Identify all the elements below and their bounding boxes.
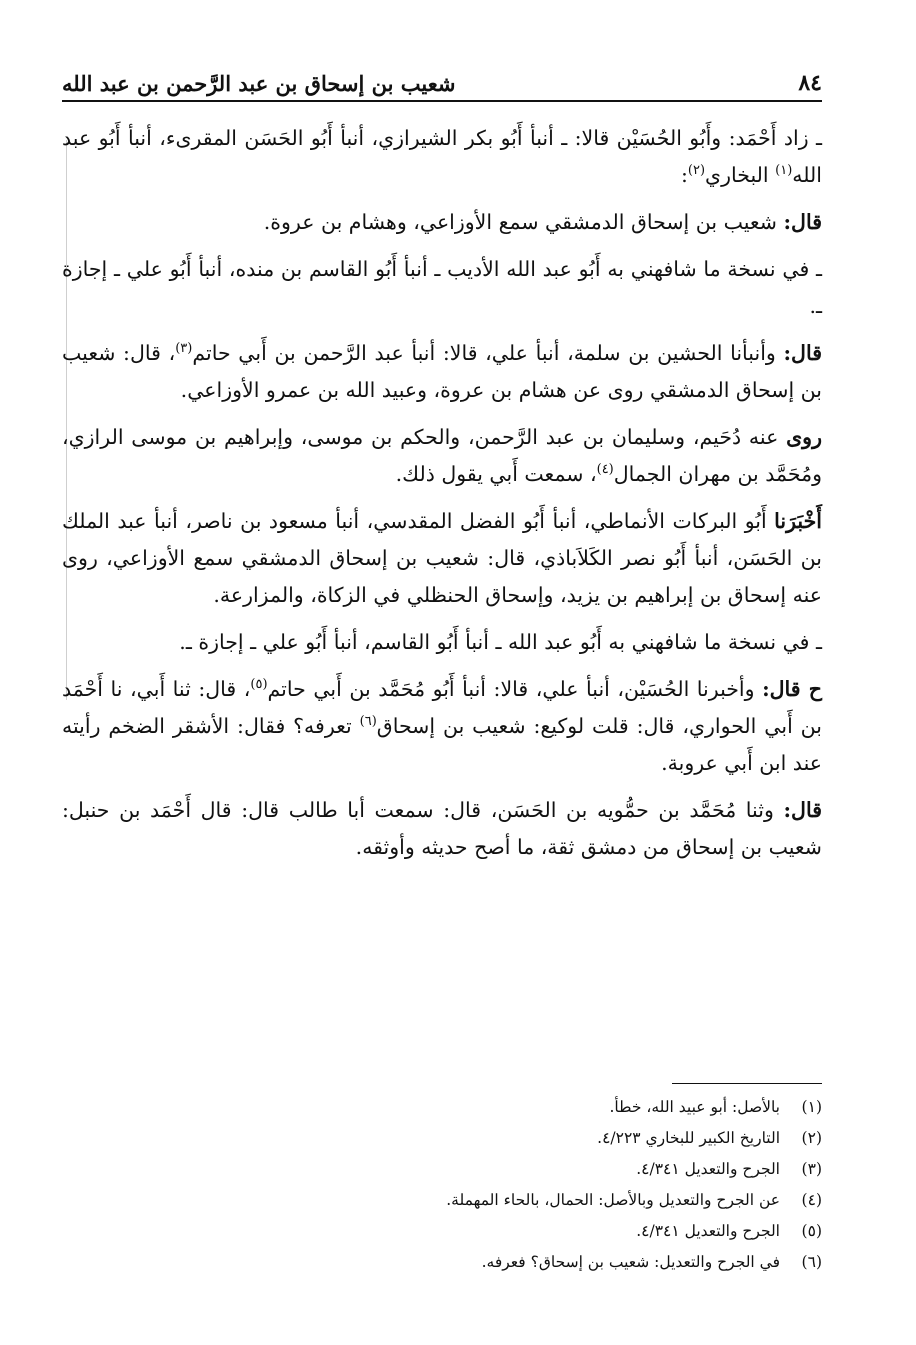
footnote <box>62 1216 822 1247</box>
footnote-text: عن الجرح والتعديل وبالأصل: الحمال، بالحاء المهملة. <box>446 1191 780 1209</box>
paragraph-text: شعيب بن إسحاق الدمشقي سمع الأوزاعي، وهشام بن عروة. <box>263 210 784 234</box>
paragraph-text: ، قال: شعيب بن إسحاق الدمشقي روى عن هشام بن عروة، وعبيد الله بن عمرو الأوزاعي. <box>62 341 822 402</box>
footnote-separator <box>672 1083 822 1084</box>
running-title: شعيب بن إسحاق بن عبد الرَّحمن بن عبد الله <box>62 71 456 96</box>
paragraph-text: وثنا مُحَمَّد بن حمُّويه بن الحَسَن، قال: سمعت أبا طالب قال: قال أَحْمَد بن حنبل: شعيب بن إسحاق من دمشق ثقة، ما أصح حديثه وأوثقه. <box>62 798 822 859</box>
footnote <box>62 1154 822 1185</box>
paragraph-lead: أَخْبَرَنا <box>774 509 822 533</box>
paragraph-text: عنه دُحَيم، وسليمان بن عبد الرَّحمن، والحكم بن موسى، وإبراهيم بن موسى الرازي، ومُحَمَّد بن مهران الجمال <box>62 425 822 486</box>
footnote-number: (١) <box>801 1098 822 1116</box>
paragraph-text: وأخبرنا الحُسَيْن، أنبأ علي، قالا: أنبأ أَبُو مُحَمَّد بن أَبي حاتم <box>267 677 763 701</box>
footnote-ref: (١) <box>775 163 793 179</box>
footnote-ref: (٥) <box>250 677 268 693</box>
paragraph-lead: قال: <box>783 210 822 234</box>
footnote-text: التاريخ الكبير للبخاري ٤/٢٢٣. <box>597 1129 780 1147</box>
footnote <box>62 1185 822 1216</box>
paragraph-text: ، سمعت أَبي يقول ذلك. <box>395 462 597 486</box>
footnote <box>62 1123 822 1154</box>
paragraph-text: ، قال: ثنا أَبي، نا أَحْمَد بن أَبي الحواري، قال: قلت لوكيع: شعيب بن إسحاق <box>62 677 822 738</box>
footnote-text: بالأصل: أبو عبيد الله، خطأ. <box>609 1098 780 1116</box>
paragraph <box>62 624 822 661</box>
footnote-ref: (٤) <box>596 462 614 478</box>
paragraph-text: ـ في نسخة ما شافهني به أَبُو عبد الله ـ أنبأ أَبُو القاسم، أنبأ أَبُو علي ـ إجازة ـ. <box>179 630 822 654</box>
footnote-number: (٣) <box>801 1160 822 1178</box>
paragraph-text: وأنبأنا الحشين بن سلمة، أنبأ علي، قالا: أنبأ عبد الرَّحمن بن أَبي حاتم <box>192 341 784 365</box>
paragraph-text: ـ في نسخة ما شافهني به أَبُو عبد الله الأديب ـ أنبأ أَبُو القاسم بن منده، أنبأ أَبُو علي ـ إجازة ـ. <box>62 257 822 318</box>
footnote-number: (٦) <box>801 1253 822 1271</box>
paragraph <box>62 792 822 866</box>
paragraph <box>62 671 822 782</box>
paragraph-text: : <box>680 163 688 187</box>
paragraph-lead: قال: <box>783 798 822 822</box>
paragraph-text: أَبُو البركات الأنماطي، أنبأ أَبُو الفضل المقدسي، أنبأ مسعود بن ناصر، أنبأ عبد الملك بن الحَسَن، أنبأ أَبُو نصر الكَلاَباذي، قال: شعيب بن إسحاق الدمشقي سمع الأوزاعي، روى عنه إسحاق بن إبراهيم بن يزيد، وإسحاق الحنظلي في الزكاة، والمزارعة. <box>62 509 822 607</box>
paragraph <box>62 204 822 241</box>
page-header <box>62 62 822 102</box>
footnote-ref: (٦) <box>359 714 377 730</box>
footnote-number: (٥) <box>801 1222 822 1240</box>
paragraph-lead: قال: <box>783 341 822 365</box>
paragraph-text: ـ زاد أَحْمَد: وأَبُو الحُسَيْن قالا: ـ أنبأ أَبُو بكر الشيرازي، أنبأ أَبُو الحَسَن المقرىء، أنبأ أَبُو عبد الله <box>62 126 822 187</box>
footnote-number: (٢) <box>801 1129 822 1147</box>
paragraph <box>62 419 822 493</box>
footnote-ref: (٢) <box>687 163 706 179</box>
paragraph-lead: ح قال: <box>762 677 822 701</box>
paragraph <box>62 335 822 409</box>
paragraph <box>62 120 822 194</box>
footnote-number: (٤) <box>801 1191 822 1209</box>
footnote-ref: (٣) <box>175 341 193 357</box>
paragraph <box>62 251 822 325</box>
footnote-text: الجرح والتعديل ٤/٣٤١. <box>636 1160 780 1178</box>
paragraph-lead: روى <box>786 425 822 449</box>
page-number: ٨٤ <box>798 70 822 96</box>
paragraph-text: تعرفه؟ فقال: الأشقر الضخم رأيته عند ابن أَبي عروبة. <box>62 714 822 775</box>
main-text <box>62 120 822 876</box>
paragraph <box>62 503 822 614</box>
footnotes <box>62 1092 822 1278</box>
footnote-text: في الجرح والتعديل: شعيب بن إسحاق؟ فعرفه. <box>481 1253 780 1271</box>
footnote <box>62 1092 822 1123</box>
footnote <box>62 1247 822 1278</box>
footnote-text: الجرح والتعديل ٤/٣٤١. <box>636 1222 780 1240</box>
paragraph-text: البخاري <box>705 163 776 187</box>
